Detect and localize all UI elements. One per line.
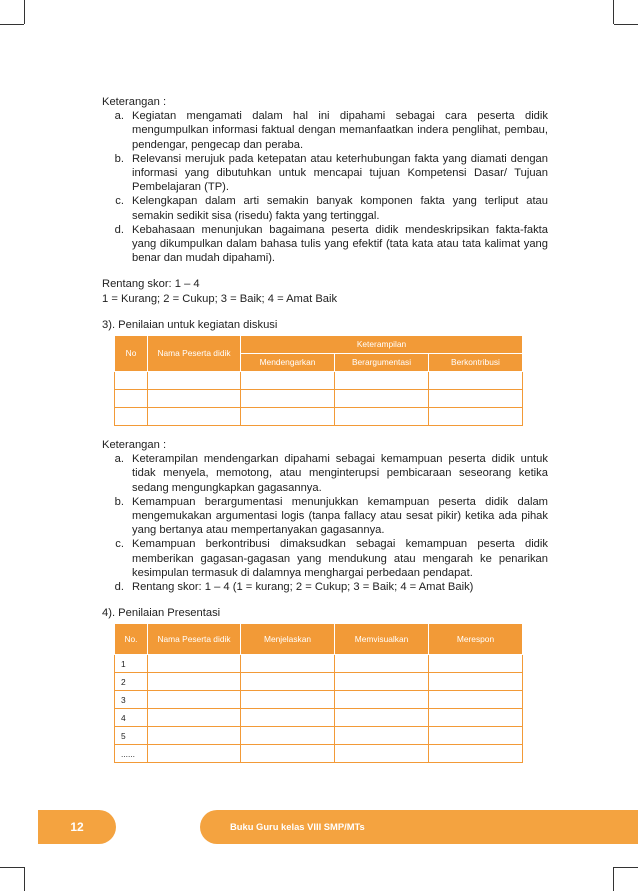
diskusi-table (114, 335, 523, 426)
table-row: 1 (115, 655, 523, 673)
table-row: 4 (115, 709, 523, 727)
col-header-nama: Nama Peserta didik (148, 336, 241, 372)
page-content (102, 95, 548, 763)
table-row (115, 390, 523, 408)
crop-mark (614, 24, 638, 25)
list-item: a. Kegiatan mengamati dalam hal ini dipahami sebagai cara peserta didik mengumpulkan informasi faktual dengan memanfaatkan indera penglihat, pembau, pendengar, pengecap dan peraba. (114, 110, 548, 151)
col-header-nama: Nama Peserta didik (148, 624, 241, 655)
crop-mark (0, 867, 24, 868)
list-item: c. Kelengkapan dalam arti semakin banyak komponen fakta yang terliput atau semakin sedikit sisa (risedu) fakta yang tertinggal. (115, 195, 548, 222)
section-heading-presentasi: 4). Penilaian Presentasi (102, 607, 221, 620)
section-heading-diskusi: 3). Penilaian untuk kegiatan diskusi (102, 318, 278, 331)
list-item: a. Keterampilan mendengarkan dipahami sebagai kemampuan peserta didik untuk tidak menyela, memotong, atau menginterupsi pembicaraan seseorang ketika sedang mengungkapkan gagasannya. (114, 453, 548, 494)
keterangan-list (102, 452, 548, 594)
table-row: 2 (115, 673, 523, 691)
col-header-berargumentasi: Berargumentasi (335, 354, 429, 372)
rentang-skor: Rentang skor: 1 – 4 (102, 278, 200, 291)
col-header-no: No. (115, 624, 148, 655)
table-row: ...... (115, 745, 523, 763)
list-item: b. Relevansi merujuk pada ketepatan atau keterhubungan fakta yang diamati dengan informasi yang dibutuhkan untuk mencapai tujuan Kompetensi Dasar/ Tujuan Pembelajaran (TP). (114, 152, 548, 194)
col-header-berkontribusi: Berkontribusi (429, 354, 523, 372)
table-row: 3 (115, 691, 523, 709)
crop-mark (24, 0, 25, 24)
col-header-menjelaskan: Menjelaskan (241, 624, 335, 655)
col-header-memvisualkan: Memvisualkan (335, 624, 429, 655)
crop-mark (24, 867, 25, 891)
list-item: b. Kemampuan berargumentasi menunjukkan kemampuan peserta didik dalam mengemukakan argumentasi logis (tanpa fallacy atau sesat pikir) ketika ada pihak yang bertanya atau mempertanyakan gagasannya. (114, 495, 548, 537)
col-header-merespon: Merespon (429, 624, 523, 655)
crop-mark (0, 24, 24, 25)
crop-mark (613, 0, 614, 24)
crop-mark (613, 867, 614, 891)
col-header-keterampilan: Keterampilan (241, 336, 523, 354)
page-number: 12 (38, 810, 116, 844)
keterangan-title: Keterangan : (102, 439, 167, 452)
list-item: d. Rentang skor: 1 – 4 (1 = kurang; 2 = Cukup; 3 = Baik; 4 = Amat Baik) (114, 581, 474, 594)
list-item: d. Kebahasaan menunjukan bagaimana peserta didik mendeskripsikan fakta-fakta yang dikumpulkan dalam bahasa tulis yang efektif (tata kata atau tata kalimat yang benar dan mudah dipahami). (114, 223, 548, 265)
crop-mark (614, 867, 638, 868)
keterangan-list (102, 109, 548, 265)
presentasi-table (114, 623, 523, 763)
col-header-no: No (115, 336, 148, 372)
rentang-skala: 1 = Kurang; 2 = Cukup; 3 = Baik; 4 = Amat Baik (102, 292, 338, 305)
table-row: 5 (115, 727, 523, 745)
table-row (115, 408, 523, 426)
page-footer (0, 810, 638, 846)
list-item: c. Kemampuan berkontribusi dimaksudkan sebagai kemampuan peserta didik memberikan gagasan-gagasan yang mendukung atau mengarah ke penarikan kesimpulan termasuk di dalamnya menghargai perbedaan pendapat. (115, 538, 548, 579)
book-title: Buku Guru kelas VIII SMP/MTs (200, 810, 638, 844)
keterangan-title: Keterangan : (102, 96, 167, 108)
col-header-mendengarkan: Mendengarkan (241, 354, 335, 372)
table-row (115, 372, 523, 390)
